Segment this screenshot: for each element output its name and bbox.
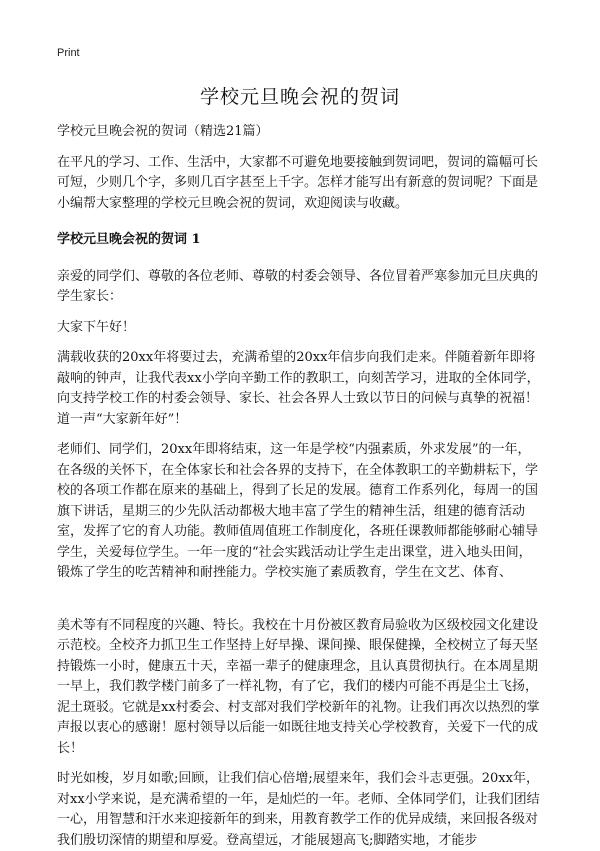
paragraph-greeting: 大家下午好！	[57, 319, 136, 335]
page-title: 学校元旦晚会祝的贺词	[199, 86, 400, 108]
print-link[interactable]: Print	[57, 47, 80, 59]
paragraph-achievements: 美术等有不同程度的兴趣、特长。我校在十月份被区教育局验收为区级校园文化建设示范校。全校齐力抓卫生工作坚持上好早操、课间操、眼保健操，全校树立了每天坚持锻炼一小时，健康五十天，幸福一辈子的健康理念，且认真贯彻执行。在本周星期一早上，我们教学楼门前多了一样礼物，有了它，我们的楼内可能不再是尘土飞扬，泥土斑驳。它就是xx村委会、村支部对我们学校新年的礼物。让我们再次以热烈的掌声报以衷心的感谢！愿村领导以后能一如既往地支持关心学校教育，关爱下一代的成长！	[57, 617, 540, 756]
paragraph-outlook: 时光如梭，岁月如歌;回顾，让我们信心倍增;展望来年，我们会斗志更强。20xx年，对xx小学来说，是充满希望的一年，是灿烂的一年。老师、全体同学们，让我们团结一心，用智慧和汗水来迎接新年的到来，用教育教学工作的优异成绩，来回报各级对我们殷切深情的期望和厚爱。登高望远，才能展翅高飞;脚踏实地，才能步	[57, 771, 540, 848]
paragraph-review: 老师们、同学们，20xx年即将结束，这一年是学校“内强素质，外求发展”的一年，在各级的关怀下，在全体家长和社会各界的支持下，在全体教职工的辛勤耕耘下，学校的各项工作都在原来的基础上，得到了长足的发展。德育工作系列化，每周一的国旗下讲话，星期三的少先队活动都极大地丰富了学生的精神生活，组建的德育活动室，发挥了它的育人功能。教师值周值班工作制度化，各班任课教师都能够耐心辅导学生，关爱每位学生。一年一度的“社会实践活动让学生走出课堂，进入地头田间，锻炼了学生的吃苦精神和耐挫能力。学校实施了素质教育，学生在文艺、体育、	[57, 442, 539, 580]
intro-paragraph: 在平凡的学习、工作、生活中，大家都不可避免地要接触到贺词吧，贺词的篇幅可长可短，少则几个字，多则几百字甚至上千字。怎样才能写出有新意的贺词呢？下面是小编帮大家整理的学校元旦晚会祝的贺词，欢迎阅读与收藏。	[57, 154, 539, 211]
document-body	[57, 122, 543, 851]
section-heading: 学校元旦晚会祝的贺词 1	[57, 232, 201, 247]
document-subtitle: 学校元旦晚会祝的贺词（精选21篇）	[57, 124, 269, 139]
paragraph-new-year: 满载收获的20xx年将要过去，充满希望的20xx年信步向我们走来。伴随着新年即将敲响的钟声，让我代表xx小学向辛勤工作的教职工，向刻苦学习，进取的全体同学，向支持学校工作的村委会领导、家长、社会各界人士致以节日的问候与真挚的祝福！道一声“大家新年好”！	[57, 350, 540, 427]
paragraph-greeting-audience: 亲爱的同学们、尊敬的各位老师、尊敬的村委会领导、各位冒着严寒参加元旦庆典的学生家长：	[57, 268, 539, 304]
